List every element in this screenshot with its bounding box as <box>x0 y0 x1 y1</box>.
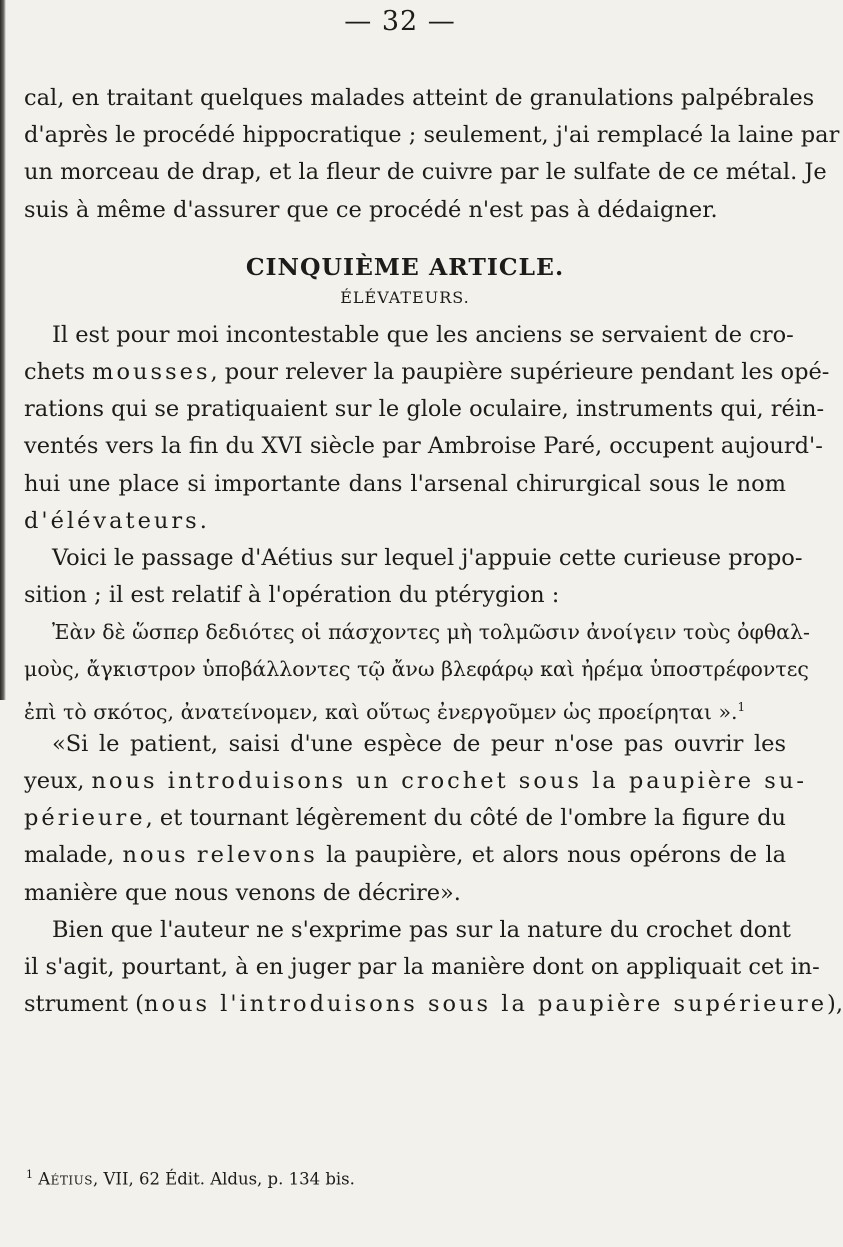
text-line: il s'agit, pourtant, à en juger par la manière dont on appliquait cet in- <box>24 953 820 980</box>
footnote-author: Aétius <box>38 1169 94 1189</box>
greek-text: ἐπὶ τὸ σκότος, ἀνατείνομεν, καὶ οὕτως ἐνεργοῦμεν ὡς προείρηται ». <box>24 699 738 724</box>
text-line: hui une place si importante dans l'arsenal chirurgical sous le nom <box>24 470 786 497</box>
paragraph-2 <box>24 317 830 540</box>
spaced-emphasis: nous <box>122 842 189 869</box>
text-line: rations qui se pratiquaient sur le glole oculaire, instruments qui, réin- <box>24 396 825 423</box>
text-run: strument ( <box>24 991 144 1018</box>
text-line: sition ; il est relatif à l'opération du ptérygion : <box>24 582 560 609</box>
greek-quotation <box>24 614 810 726</box>
text-line: d'après le procédé hippocratique ; seulement, j'ai remplacé la laine par <box>24 122 840 149</box>
text-line: Voici le passage d'Aétius sur lequel j'appuie cette curieuse propo- <box>52 544 803 571</box>
text-line: ventés vers la fin du XVI siècle par Ambroise Paré, occupent aujourd'- <box>24 433 823 460</box>
text-line <box>24 354 830 391</box>
spaced-emphasis: périeure <box>24 805 146 832</box>
text-run: la paupière, et alors nous opérons de la <box>326 842 787 869</box>
text-line <box>24 800 786 837</box>
text-run: ), <box>827 991 843 1018</box>
text-line <box>24 503 786 540</box>
text-line <box>24 837 786 874</box>
article-title: CINQUIÈME ARTICLE. <box>245 252 565 281</box>
footnote <box>26 1168 355 1189</box>
paragraph-1 <box>24 80 840 229</box>
text-line: suis à même d'assurer que ce procédé n'est pas à dédaigner. <box>24 196 718 223</box>
spaced-emphasis: relevons <box>196 842 318 869</box>
greek-line <box>24 689 786 726</box>
page-body <box>24 80 843 1023</box>
text-run: . <box>199 507 207 534</box>
text-run: chets <box>24 358 85 385</box>
text-run: , pour relever la paupière supérieure pendant les opé- <box>210 358 830 385</box>
footnote-marker: 1 <box>26 1168 33 1181</box>
spaced-emphasis: d'élévateurs <box>24 507 200 534</box>
spaced-emphasis: nous introduisons un crochet sous la paupière su- <box>91 768 807 794</box>
text-line: manière que nous venons de décrire». <box>24 879 461 906</box>
greek-line: Ἐὰν δὲ ὥσπερ δεδιότες οἱ πάσχοντες μὴ τολμῶσιν ἀνοίγειν τοὺς ὀφθαλ- <box>52 620 810 645</box>
text-line <box>24 763 807 800</box>
footnote-text: , VII, 62 Édit. Aldus, p. 134 bis. <box>93 1169 355 1189</box>
text-line: Bien que l'auteur ne s'exprime pas sur la nature du crochet dont <box>52 916 791 943</box>
text-run: malade, <box>24 842 115 869</box>
text-run: yeux, <box>24 768 85 794</box>
paragraph-3 <box>24 540 803 614</box>
binding-edge-shadow <box>0 0 6 700</box>
text-line: un morceau de drap, et la fleur de cuivre par le sulfate de ce métal. Je <box>24 159 827 186</box>
spaced-emphasis: mousses <box>92 358 211 385</box>
text-line: cal, en traitant quelques malades atteint de granulations palpébrales <box>24 85 815 111</box>
spaced-emphasis: nous l'introduisons sous la paupière supérieure <box>143 991 828 1018</box>
page-number: — 32 — <box>344 6 456 37</box>
text-run: , et tournant légèrement du côté de l'ombre la figure du <box>145 805 786 832</box>
french-translation <box>24 726 807 912</box>
paragraph-4 <box>24 912 843 1024</box>
article-subtitle: ÉLÉVATEURS. <box>340 287 470 307</box>
text-line: «Si le patient, saisi d'une espèce de peur n'ose pas ouvrir les <box>52 730 786 757</box>
text-line <box>24 986 843 1023</box>
greek-line: μοὺς, ἄγκιστρον ὑποβάλλοντες τῷ ἄνω βλεφάρῳ καὶ ἠρέμα ὑποστρέφοντες <box>24 657 809 682</box>
text-line: Il est pour moi incontestable que les anciens se servaient de cro- <box>52 321 794 348</box>
footnote-reference[interactable]: 1 <box>737 699 746 714</box>
